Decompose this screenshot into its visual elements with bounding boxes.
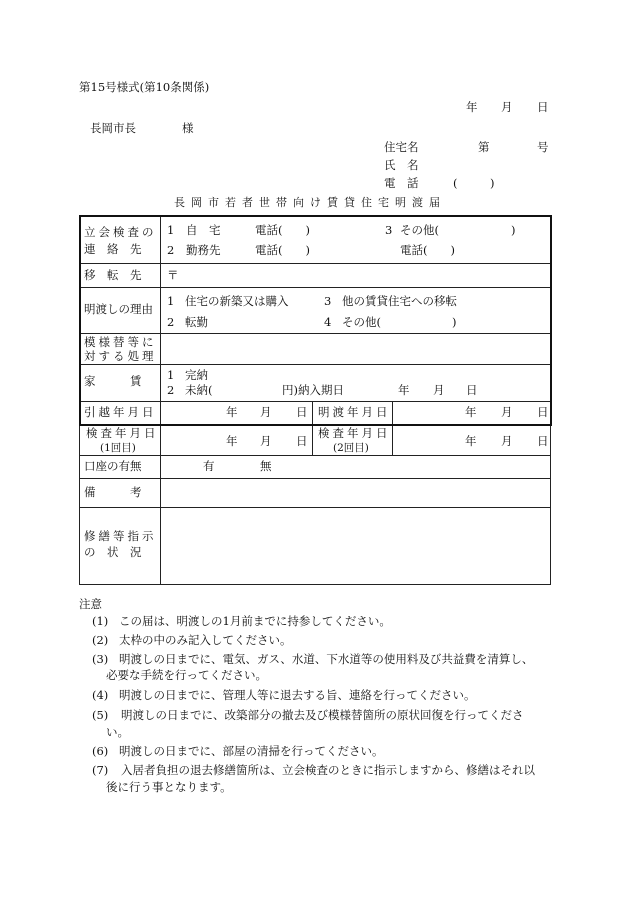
note-text-continued: 必要な手続を行ってください。 — [106, 668, 267, 682]
note-text: 明渡しの日までに、部屋の清掃を行ってください。 — [119, 744, 384, 758]
note-num: (6) — [92, 744, 109, 758]
reason1-num: 1 — [167, 294, 175, 308]
postal-mark[interactable]: 〒 — [167, 268, 179, 282]
note-num: (4) — [92, 688, 109, 702]
repair-label-2: の 状 況 — [84, 545, 142, 559]
inspection-contact-label-2: 連 絡 先 — [84, 242, 142, 256]
row-divider — [79, 287, 551, 288]
contact2-tel[interactable]: 電話( ) — [255, 243, 310, 257]
contact2-num: 2 — [167, 243, 175, 257]
row-divider — [79, 263, 551, 264]
reason2-text[interactable]: 転勤 — [185, 315, 208, 329]
moveout-month: 月 — [260, 405, 272, 419]
inspect2-day: 日 — [537, 434, 549, 448]
row-divider — [79, 478, 551, 479]
inspect1-month: 月 — [260, 434, 272, 448]
contact3-close: ) — [511, 223, 516, 237]
account-no[interactable]: 無 — [260, 459, 272, 473]
row-divider — [79, 333, 551, 334]
note-num: (1) — [92, 614, 109, 628]
rent2-num: 2 — [167, 383, 175, 397]
account-yes[interactable]: 有 — [203, 459, 215, 473]
row-divider — [79, 455, 551, 456]
inspect1-year: 年 — [226, 434, 238, 448]
moveout-year: 年 — [226, 405, 238, 419]
contact3-num: 3 — [385, 223, 393, 237]
inspect2-label-1: 検査年月日 — [318, 426, 391, 440]
date-day: 日 — [537, 100, 549, 114]
note-text: 明渡しの日までに、改築部分の撤去及び模様替箇所の原状回復を行ってくださ — [121, 708, 524, 722]
contact2-label: 勤務先 — [186, 243, 221, 257]
note-num: (7) — [92, 763, 109, 777]
inspect1-day: 日 — [296, 434, 308, 448]
account-label: 口座の有無 — [84, 459, 142, 473]
reason-label: 明渡しの理由 — [84, 302, 153, 316]
move-destination-label: 移 転 先 — [84, 268, 142, 282]
note-text: この届は、明渡しの1月前までに持参してください。 — [119, 614, 391, 628]
inspect1-label-2: (1回目) — [100, 442, 136, 454]
moveout-day: 日 — [296, 405, 308, 419]
applicant-phone-close: ) — [490, 176, 495, 190]
applicant-no-prefix: 第 — [478, 140, 490, 154]
note-text-continued: い。 — [106, 725, 129, 739]
inspect2-year: 年 — [465, 434, 477, 448]
contact1-tel[interactable]: 電話( ) — [255, 223, 310, 237]
contact4-tel[interactable]: 電話( ) — [400, 243, 455, 257]
applicant-housing-label: 住宅名 — [384, 140, 419, 154]
contact1-num: 1 — [167, 223, 175, 237]
inspection-contact-label-1: 立会検査の — [84, 225, 157, 239]
reason3-text[interactable]: 他の賃貸住宅への移転 — [342, 294, 457, 308]
applicant-no-suffix: 号 — [537, 140, 549, 154]
note-num: (3) — [92, 652, 109, 666]
rent1-num: 1 — [167, 368, 175, 382]
note-text: 明渡しの日までに、管理人等に退去する旨、連絡を行ってください。 — [119, 688, 476, 702]
note-text: 入居者負担の退去修繕箇所は、立会検査のときに指示しますから、修繕はそれ以 — [121, 763, 535, 777]
reason2-num: 2 — [167, 315, 175, 329]
remarks-label: 備 考 — [84, 485, 142, 499]
applicant-phone-label: 電 話 — [384, 176, 419, 190]
date-month: 月 — [501, 100, 513, 114]
vacate-date-label: 明渡年月日 — [318, 405, 391, 419]
inspect1-label-1: 検査年月日 — [86, 426, 159, 440]
reason4-close: ) — [452, 315, 457, 329]
moveout-date-label: 引越年月日 — [84, 405, 157, 419]
reason4-num: 4 — [324, 315, 332, 329]
note-text: 太枠の中のみ記入してください。 — [119, 633, 292, 647]
addressee-honorific: 様 — [182, 121, 194, 135]
remodel-label-2: 対する処理 — [84, 349, 157, 363]
reason3-num: 3 — [324, 294, 332, 308]
inspect2-month: 月 — [501, 434, 513, 448]
row-divider — [79, 401, 551, 402]
addressee-name: 長岡市長 — [90, 121, 136, 135]
rent2-yen: 円)納入期日 — [282, 383, 344, 397]
column-divider — [392, 401, 393, 455]
rent-label: 家 賃 — [84, 374, 142, 388]
note-num: (2) — [92, 633, 109, 647]
form-number: 第15号様式(第10条関係) — [79, 80, 210, 94]
reason1-text[interactable]: 住宅の新築又は購入 — [185, 294, 289, 308]
form-title: 長岡市若者世帯向け賃貸住宅明渡届 — [174, 196, 446, 209]
note-text-continued: 後に行う事となります。 — [106, 780, 232, 794]
rent-date-month: 月 — [433, 383, 445, 397]
reason4-text[interactable]: その他( — [342, 315, 381, 329]
contact1-label: 自 宅 — [186, 223, 221, 237]
contact3-label[interactable]: その他( — [400, 223, 439, 237]
remodel-label-1: 模様替等に — [84, 335, 157, 349]
rent-date-day: 日 — [466, 383, 478, 397]
repair-label-1: 修繕等指示 — [84, 529, 157, 543]
notes-heading: 注意 — [79, 597, 102, 611]
row-divider — [79, 507, 551, 508]
applicant-phone-open: ( — [453, 176, 458, 190]
rent-date-year: 年 — [398, 383, 410, 397]
inspect2-label-2: (2回目) — [333, 442, 369, 454]
column-divider — [312, 401, 313, 455]
rent1-text[interactable]: 完納 — [185, 368, 208, 382]
vacate-day: 日 — [537, 405, 549, 419]
note-text: 明渡しの日までに、電気、ガス、水道、下水道等の使用料及び共益費を清算し、 — [119, 652, 534, 666]
rent2-text[interactable]: 未納( — [185, 383, 213, 397]
vacate-month: 月 — [501, 405, 513, 419]
vacate-year: 年 — [465, 405, 477, 419]
row-divider — [79, 364, 551, 365]
column-divider — [160, 215, 161, 585]
applicant-name-label: 氏 名 — [384, 158, 419, 172]
note-num: (5) — [92, 708, 109, 722]
date-year: 年 — [466, 100, 478, 114]
